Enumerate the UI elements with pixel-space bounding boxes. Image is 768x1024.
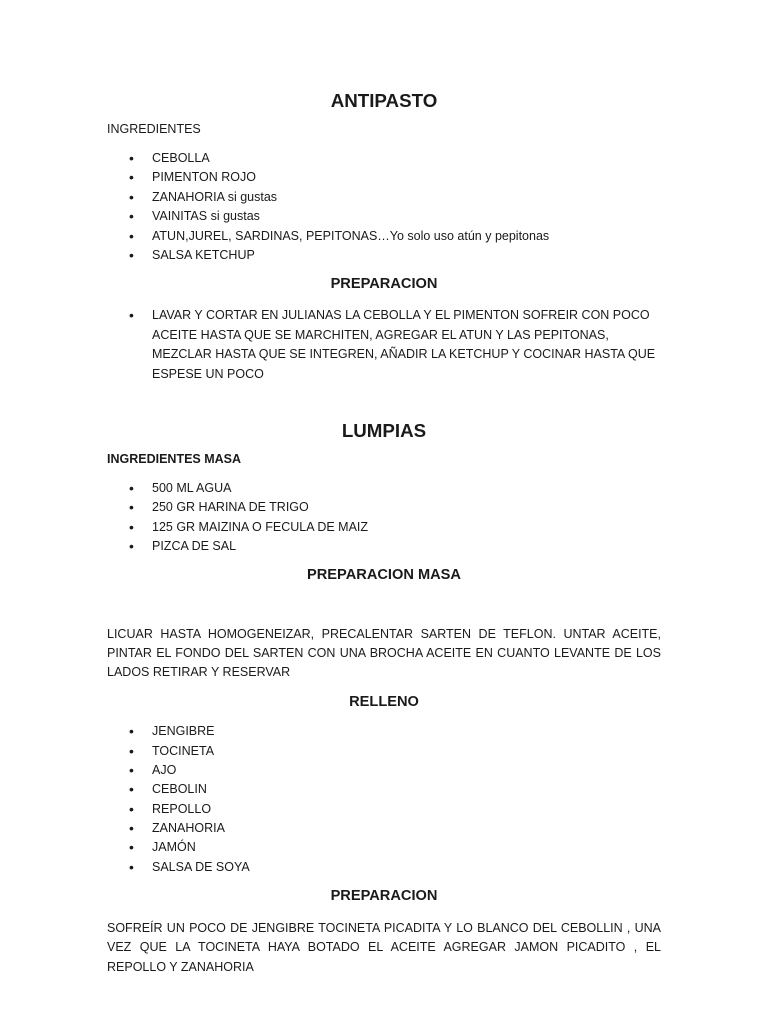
dough-ingredient: • 250 GR HARINA DE TRIGO [107, 498, 661, 517]
antipasto-ingredient: • CEBOLLA [107, 149, 661, 168]
lumpias-dough-list [107, 479, 661, 557]
filling-ingredient: • JENGIBRE [107, 722, 661, 741]
dough-ingredient: • 125 GR MAIZINA O FECULA DE MAIZ [107, 518, 661, 537]
lumpias-filling-list [107, 722, 661, 877]
filling-ingredient: • AJO [107, 761, 661, 780]
document-page [107, 91, 661, 977]
antipasto-prep-list [107, 306, 661, 384]
antipasto-ingredients-label: INGREDIENTES [107, 122, 201, 136]
filling-ingredient: • JAMÓN [107, 838, 661, 857]
antipasto-prep-title: PREPARACION [330, 276, 438, 293]
antipasto-ingredient: • SALSA KETCHUP [107, 246, 661, 265]
antipasto-prep-step: • LAVAR Y CORTAR EN JULIANAS LA CEBOLLA Y EL PIMENTON SOFREIR CON POCO ACEITE HASTA QUE SE MARCHITEN, AGREGAR EL ATUN Y LAS PEPITONAS, MEZCLAR HASTA QUE SE INTEGREN, AÑADIR LA KETCHUP Y COCINAR HASTA QUE ESPESE UN POCO [107, 306, 661, 384]
dough-ingredient: • 500 ML AGUA [107, 479, 661, 498]
antipasto-ingredient: • ZANAHORIA si gustas [107, 188, 661, 207]
filling-ingredient: • ZANAHORIA [107, 819, 661, 838]
lumpias-dough-prep-text: LICUAR HASTA HOMOGENEIZAR, PRECALENTAR SARTEN DE TEFLON. UNTAR ACEITE, PINTAR EL FONDO DEL SARTEN CON UNA BROCHA ACEITE EN CUANTO LEVANTE DE LOS LADOS RETIRAR Y RESERVAR [107, 626, 661, 679]
lumpias-filling-prep-text: SOFREÍR UN POCO DE JENGIBRE TOCINETA PICADITA Y LO BLANCO DEL CEBOLLIN , UNA VEZ QUE LA TOCINETA HAYA BOTADO EL ACEITE AGREGAR JAMON PICADITO , EL REPOLLO Y ZANAHORIA [107, 921, 661, 974]
lumpias-filling-prep-title: PREPARACION [330, 888, 438, 905]
antipasto-ingredient: • PIMENTON ROJO [107, 168, 661, 187]
filling-ingredient: • SALSA DE SOYA [107, 858, 661, 877]
antipasto-title: ANTIPASTO [330, 90, 438, 111]
antipasto-ingredients-list [107, 149, 661, 265]
dough-ingredient: • PIZCA DE SAL [107, 537, 661, 556]
lumpias-title: LUMPIAS [341, 419, 427, 441]
lumpias-filling-title: RELLENO [349, 694, 419, 711]
lumpias-dough-prep-title: PREPARACION MASA [307, 566, 461, 583]
filling-ingredient: • TOCINETA [107, 742, 661, 761]
antipasto-ingredient: • ATUN,JUREL, SARDINAS, PEPITONAS…Yo solo uso atún y pepitonas [107, 227, 661, 246]
filling-ingredient: • REPOLLO [107, 800, 661, 819]
antipasto-ingredient: • VAINITAS si gustas [107, 207, 661, 226]
filling-ingredient: • CEBOLIN [107, 780, 661, 799]
lumpias-dough-label: INGREDIENTES MASA [107, 451, 242, 466]
